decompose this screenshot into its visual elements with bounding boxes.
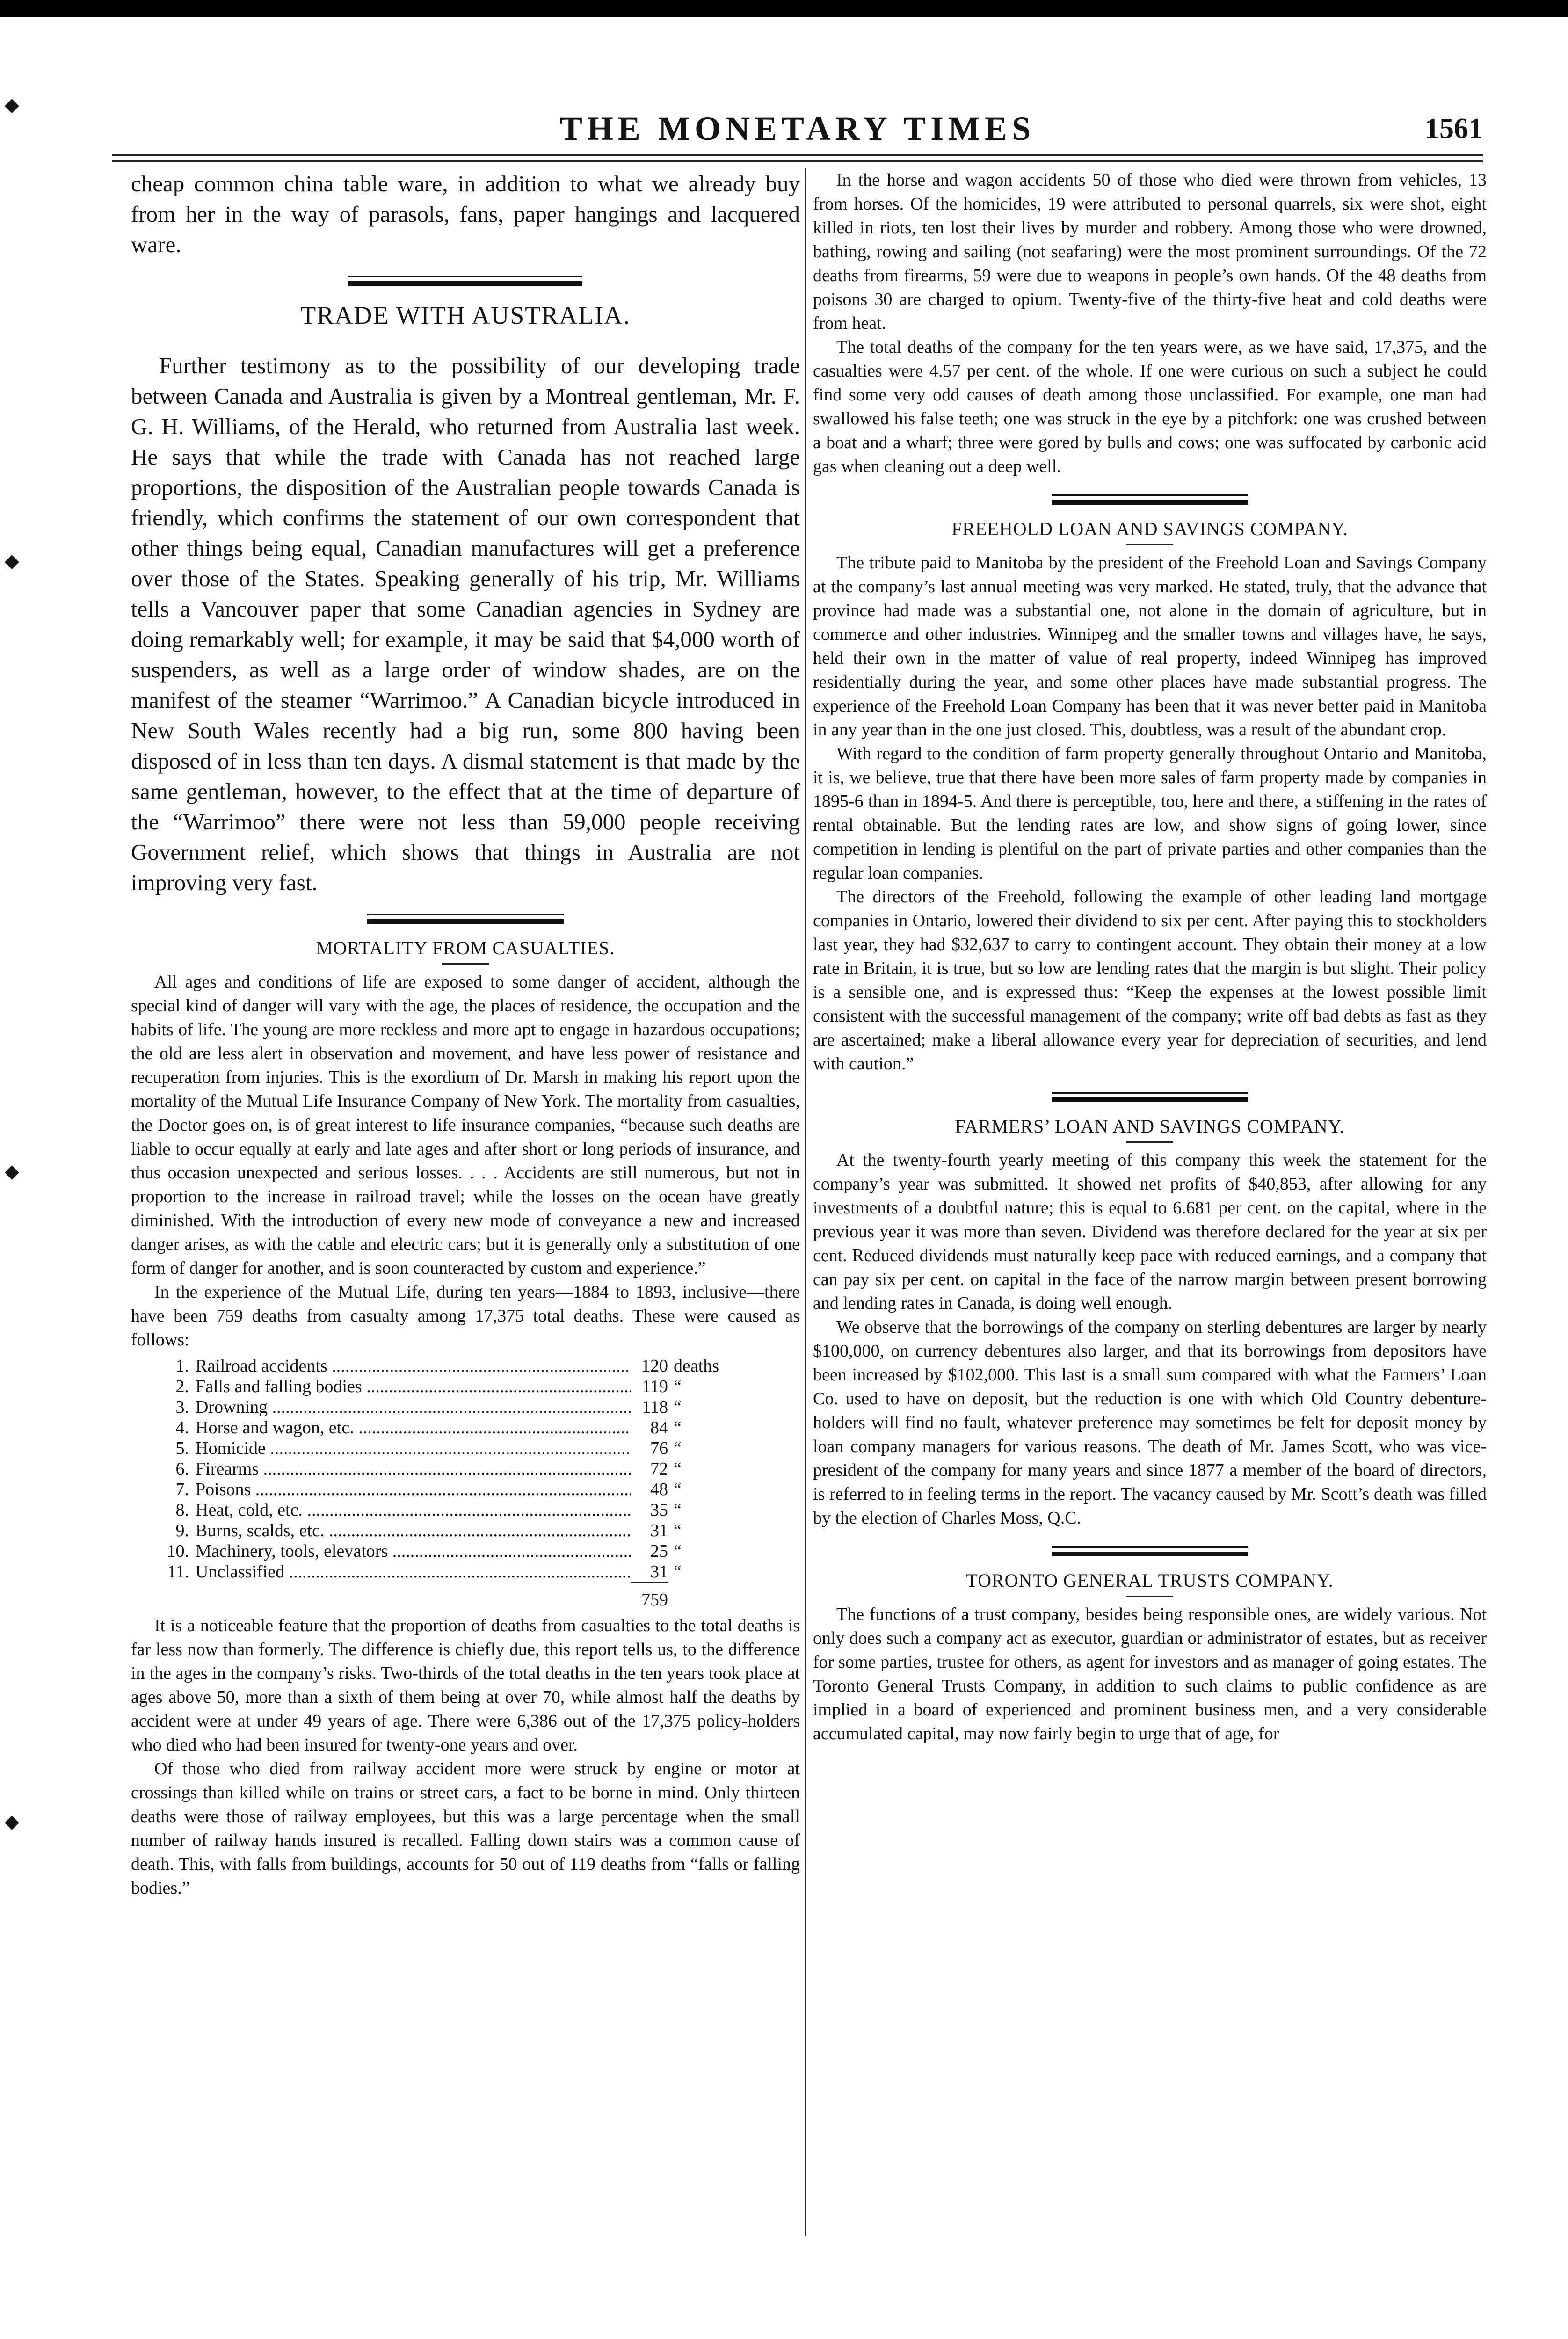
publication-title: THE MONETARY TIMES bbox=[559, 110, 1036, 147]
row-cause: Heat, cold, etc. ..... bbox=[196, 1500, 631, 1520]
table-row bbox=[159, 1541, 800, 1562]
farmers-heading: FARMERS’ LOAN AND SAVINGS COMPANY. bbox=[955, 1116, 1345, 1137]
section-separator bbox=[1052, 494, 1248, 507]
mortality-heading: MORTALITY FROM CASUALTIES. bbox=[316, 937, 615, 959]
heading-dash bbox=[1126, 1141, 1173, 1143]
table-row bbox=[159, 1376, 800, 1397]
intro-paragraph: cheap common china table ware, in addition to what we already buy from her in the way of parasols, fans, paper hangings and lacquered ware. bbox=[131, 171, 800, 257]
row-number: 4. bbox=[175, 1418, 189, 1438]
row-number: 9. bbox=[175, 1521, 189, 1540]
row-deaths: 118 bbox=[642, 1397, 668, 1417]
row-cause: Burns, scalds, etc. ..... bbox=[196, 1520, 631, 1541]
row-deaths: 31 bbox=[650, 1521, 668, 1540]
row-deaths: 84 bbox=[650, 1418, 668, 1438]
row-unit: “ bbox=[674, 1377, 682, 1396]
row-number: 1. bbox=[175, 1356, 189, 1376]
table-row bbox=[159, 1520, 800, 1541]
row-unit: “ bbox=[674, 1541, 682, 1561]
mortality-paragraph-3: It is a noticeable feature that the proportion of deaths from casualties to the total deaths is far less now than formerly. The difference is chiefly due, this report tells us, to the difference in the ages in the company’s risks. Two-thirds of the total deaths in the ten years took place at ages above 50, more than a sixth of them being at over 70, while almost half the deaths by accident were at under 49 years of age. There were 6,386 out of the 17,375 policy-holders who died who had been insured for twenty-one years and over. bbox=[131, 1616, 800, 1755]
row-unit: “ bbox=[674, 1480, 682, 1499]
row-cause: Railroad accidents ..... bbox=[196, 1356, 631, 1376]
heading-dash bbox=[442, 963, 489, 965]
section-separator bbox=[1052, 1545, 1248, 1558]
freehold-heading: FREEHOLD LOAN AND SAVINGS COMPANY. bbox=[951, 518, 1348, 539]
page-header bbox=[112, 103, 1483, 154]
freehold-paragraph-1: The tribute paid to Manitoba by the president of the Freehold Loan and Savings Company at the company’s last annual meeting was very marked. He stated, truly, that the advance that province had made was a substantial one, not alone in the domain of agriculture, but in commerce and other industries. Winnipeg and the smaller towns and villages have, he says, held their own in the matter of value of real property, indeed Winnipeg has improved residentially during the year, and some other places have made substantial progress. The experience of the Freehold Loan Company has been that it was never better paid in Manitoba in any year than in the one just closed. This, doubtless, was a result of the abundant crop. bbox=[813, 553, 1487, 740]
row-cause: Homicide ..... bbox=[196, 1438, 631, 1459]
heading-dash bbox=[1126, 1596, 1173, 1597]
table-row bbox=[159, 1459, 800, 1479]
toronto-heading: TORONTO GENERAL TRUSTS COMPANY. bbox=[966, 1570, 1334, 1591]
row-cause: Horse and wagon, etc. ..... bbox=[196, 1417, 631, 1438]
row-number: 6. bbox=[175, 1459, 189, 1479]
section-separator bbox=[367, 913, 564, 926]
row-unit: “ bbox=[674, 1521, 682, 1540]
section-separator bbox=[1052, 1091, 1248, 1104]
row-deaths: 25 bbox=[650, 1541, 668, 1561]
table-row bbox=[159, 1562, 800, 1582]
row-cause: Firearms ..... bbox=[196, 1459, 631, 1479]
freehold-paragraph-2: With regard to the condition of farm property generally throughout Ontario and Manitoba, it is, we believe, true that there have been more sales of farm property made by companies in 1895-6 than in 1894-5. And there is perceptible, too, here and there, a stiffening in the rates of rental obtainable. But the lending rates are low, and show signs of going lower, since competition in lending is plentiful on the part of private parties and other companies than the regular loan companies. bbox=[813, 744, 1487, 883]
farmers-paragraph-2: We observe that the borrowings of the company on sterling debentures are larger by nearly $100,000, on currency debentures also larger, and that its borrowings from depositors have been increased by $102,000. This last is a small sum compared with what the Farmers’ Loan Co. used to have on deposit, but the reduction is one with which Old Country debenture-holders will find no fault, whatever preference may sometimes be felt for deposit money by loan company managers for various reasons. The death of Mr. James Scott, who was vice-president of the company for many years and since 1877 a member of the board of directors, is referred to in feeling terms in the report. The vacancy caused by Mr. Scott’s death was filled by the election of Charles Moss, Q.C. bbox=[813, 1317, 1487, 1528]
row-deaths: 72 bbox=[650, 1459, 668, 1479]
row-cause: Unclassified ..... bbox=[196, 1562, 631, 1582]
mortality-paragraph-4: Of those who died from railway accident more were struck by engine or motor at crossings than killed while on trains or street cars, a fact to be borne in mind. Only thirteen deaths were those of railway employees, but this was a large percentage when the small number of railway hands insured is recalled. Falling down stairs was a common cause of death. This, with falls from buildings, accounts for 50 out of 119 deaths from “falls or falling bodies.” bbox=[131, 1759, 800, 1898]
heading-dash bbox=[1126, 544, 1173, 545]
table-row bbox=[159, 1438, 800, 1459]
column-divider bbox=[805, 168, 806, 2236]
row-deaths: 119 bbox=[642, 1377, 668, 1396]
row-deaths: 48 bbox=[650, 1480, 668, 1499]
row-number: 11. bbox=[167, 1562, 189, 1582]
mortality-paragraph-1: All ages and conditions of life are exposed to some danger of accident, although the special kind of danger will vary with the age, the places of residence, the occupation and the habits of life. The young are more reckless and more apt to engage in hazardous occupations; the old are less alert in observation and movement, and have less power of resistance and recuperation from injuries. This is the exordium of Dr. Marsh in making his report upon the mortality of the Mutual Life Insurance Company of New York. The mortality from casualties, the Doctor goes on, is of great interest to life insurance companies, “because such deaths are liable to occur equally at early and late ages and after short or long periods of insurance, and thus occasion unexpected and serious losses. . . . Accidents are still numerous, but not in proportion to the increase in railroad travel; while the losses on the ocean have greatly diminished. With the introduction of every new mode of conveyance a new and increased danger arises, as with the cable and electric cars; but it is generally only a substitution of one form of danger for another, and is soon counteracted by custom and experience.” bbox=[131, 972, 800, 1278]
header-rule bbox=[112, 154, 1483, 156]
row-unit: “ bbox=[674, 1397, 682, 1417]
row-number: 5. bbox=[175, 1438, 189, 1458]
table-row bbox=[159, 1397, 800, 1417]
row-deaths: 120 bbox=[641, 1356, 668, 1376]
left-column bbox=[131, 168, 800, 2311]
row-unit: “ bbox=[674, 1459, 682, 1479]
row-cause: Machinery, tools, elevators ..... bbox=[196, 1541, 631, 1562]
row-number: 8. bbox=[175, 1500, 189, 1520]
row-unit: deaths bbox=[674, 1356, 719, 1376]
row-number: 2. bbox=[175, 1377, 189, 1396]
intro-section bbox=[131, 168, 800, 260]
farmers-paragraph-1: At the twenty-fourth yearly meeting of this company this week the statement for the company’s year was submitted. It showed net profits of $40,853, after allowing for any investments of a doubtful nature; this is equal to 6.681 per cent. on the capital, where in the previous year it was more than seven. Dividend was therefore declared for the year at six per cent. Reduced dividends must naturally keep pace with reduced earnings, and a company that can pay six per cent. on capital in the face of the narrow margin between present borrowing and lending rates in Canada, is doing well enough. bbox=[813, 1150, 1487, 1313]
row-deaths: 31 bbox=[650, 1562, 668, 1582]
row-number: 7. bbox=[175, 1480, 189, 1499]
margin-mark: ◆ bbox=[5, 1161, 19, 1182]
table-row bbox=[159, 1500, 800, 1520]
row-unit: “ bbox=[674, 1562, 682, 1582]
australia-paragraph: Further testimony as to the possibility of our developing trade between Canada and Australia is given by a Montreal gentleman, Mr. F. G. H. Williams, of the Herald, who returned from Australia last week. He says that while the trade with Canada has not reached large proportions, the disposition of the Australian people towards Canada is friendly, which confirms the statement of our own correspondent that other things being equal, Canadian manufactures will get a preference over those of the States. Speaking generally of his trip, Mr. Williams tells a Vancouver paper that some Canadian agencies in Sydney are doing remarkably well; for example, it may be said that $4,000 worth of suspenders, as well as a large order of window shades, are on the manifest of the steamer “Warrimoo.” A Canadian bicycle introduced in New South Wales recently had a big run, some 800 having been disposed of in less than ten days. A dismal statement is that made by the same gentleman, however, to the effect that at the time of departure of the “Warrimoo” there were not less than 59,000 people receiving Government relief, which shows that things in Australia are not improving very fast. bbox=[131, 353, 800, 895]
row-cause: Poisons ..... bbox=[196, 1479, 631, 1500]
row-unit: “ bbox=[674, 1500, 682, 1520]
row-cause: Drowning ..... bbox=[196, 1397, 631, 1417]
margin-mark: ◆ bbox=[5, 1811, 19, 1832]
page-top-edge bbox=[0, 0, 1568, 17]
row-unit: “ bbox=[674, 1418, 682, 1438]
table-row bbox=[159, 1356, 800, 1376]
table-row bbox=[159, 1479, 800, 1500]
row-deaths: 76 bbox=[650, 1438, 668, 1458]
australia-article bbox=[131, 299, 800, 898]
right-column bbox=[813, 168, 1487, 2311]
row-deaths: 35 bbox=[650, 1500, 668, 1520]
freehold-paragraph-3: The directors of the Freehold, following the example of other leading land mortgage companies in Ontario, lowered their dividend to six per cent. After paying this to stockholders last year, they had $32,637 to carry to contingent account. They obtain their money at a low rate in Britain, it is true, but so low are lending rates that the margin is but slight. Their policy is a sensible one, and is expressed thus: “Keep the expenses at the lowest possible limit consistent with the successful management of the company; write off bad debts as fast as they are ascertained; make a liberal allowance every year for depreciation of securities, and lend with caution.” bbox=[813, 887, 1487, 1074]
section-separator bbox=[348, 275, 582, 288]
mortality-continued-paragraph-1: In the horse and wagon accidents 50 of those who died were thrown from vehicles, 13 from horses. Of the homicides, 19 were attributed to personal quarrels, six were shot, eight killed in riots, ten lost their lives by murder and robbery. Among those who were drowned, bathing, rowing and sailing (not seafaring) were the most prominent surroundings. Of the 72 deaths from firearms, 59 were due to weapons in people’s own hands. Of the 48 deaths from poisons 30 are charged to opium. Twenty-five of the thirty-five heat and cold deaths were from heat. bbox=[813, 170, 1487, 333]
australia-heading: TRADE WITH AUSTRALIA. bbox=[300, 301, 631, 329]
mortality-paragraph-2: In the experience of the Mutual Life, during ten years—1884 to 1893, inclusive—there have been 759 deaths from casualty among 17,375 total deaths. These were caused as follows: bbox=[131, 1282, 800, 1350]
casualty-table bbox=[159, 1356, 800, 1610]
row-unit: “ bbox=[674, 1438, 682, 1458]
row-number: 10. bbox=[167, 1541, 189, 1561]
table-total: 759 bbox=[631, 1582, 668, 1610]
mortality-article bbox=[131, 936, 800, 1900]
margin-mark: ◆ bbox=[5, 94, 19, 115]
margin-mark: ◆ bbox=[5, 550, 19, 571]
mortality-continued-paragraph-2: The total deaths of the company for the ten years were, as we have said, 17,375, and the casualties were 4.57 per cent. of the whole. If one were curious on such a subject he could find some very odd causes of death among those unclassified. For example, one man had swallowed his false teeth; one was struck in the eye by a pitchfork: one was crushed between a boat and a wharf; three were gored by bulls and cows; one was suffocated by carbonic acid gas when cleaning out a deep well. bbox=[813, 337, 1487, 476]
row-number: 3. bbox=[175, 1397, 189, 1417]
header-rule bbox=[112, 160, 1483, 162]
table-row bbox=[159, 1417, 800, 1438]
row-cause: Falls and falling bodies ..... bbox=[196, 1376, 631, 1397]
toronto-paragraph-1: The functions of a trust company, besides being responsible ones, are widely various. Not only does such a company act as executor, guardian or administrator of estates, but as receiver for some parties, trustee for others, as agent for investors and as manager of going estates. The Toronto General Trusts Company, in addition to such claims to public confidence as are implied in a board of experienced and prominent business men, and a very considerable accumulated capital, may now fairly begin to urge that of age, for bbox=[813, 1605, 1487, 1743]
page-number: 1561 bbox=[1425, 113, 1483, 145]
